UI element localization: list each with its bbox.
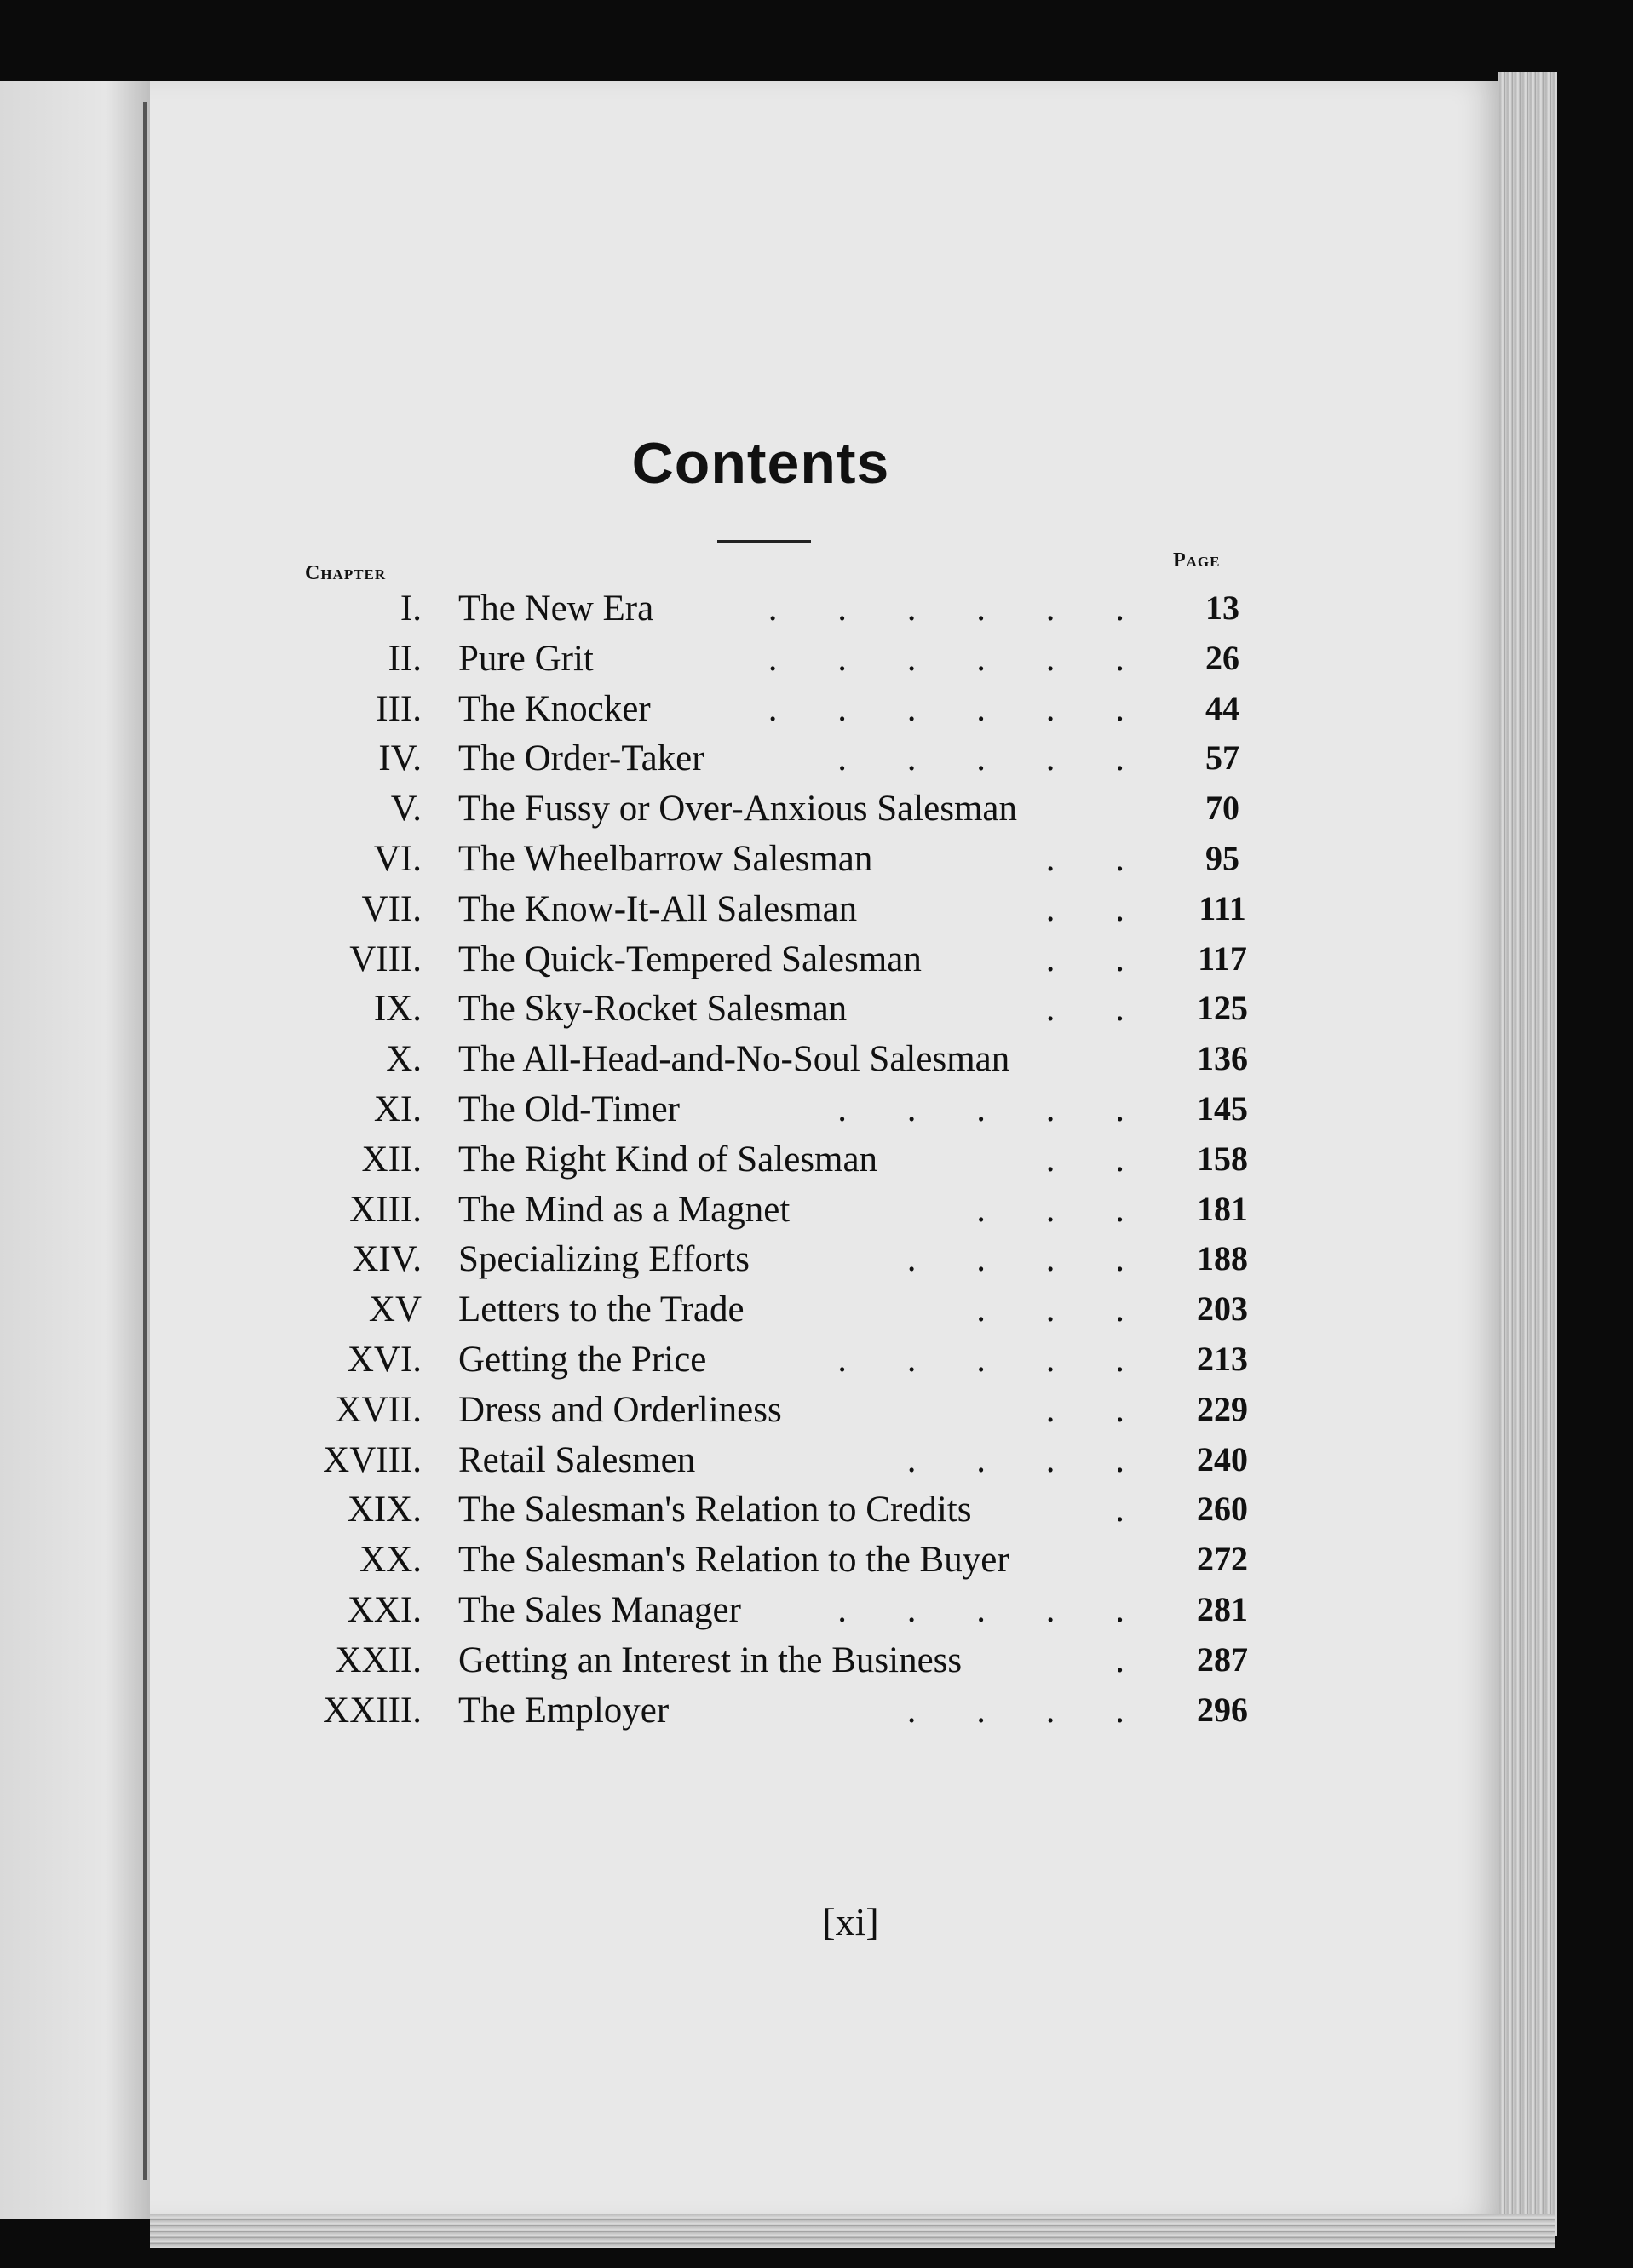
chapter-title: Letters to the Trade [458, 1289, 745, 1330]
toc-entry [0, 1639, 1633, 1689]
chapter-title: The All-Head-and-No-Soul Salesman [458, 1039, 1010, 1080]
page-number [0, 1899, 1633, 1944]
chapter-number: XX. [359, 1540, 422, 1581]
chapter-page-number: 111 [1199, 888, 1246, 927]
toc-entry [0, 939, 1633, 988]
toc-entry [0, 1038, 1633, 1088]
chapter-number: VIII. [349, 939, 422, 979]
leader-dots: . [1115, 1639, 1124, 1680]
chapter-page-number: 117 [1198, 939, 1247, 978]
chapter-title: The Quick-Tempered Salesman [458, 939, 922, 979]
leader-dots: . . . . . . [768, 688, 1124, 729]
chapter-title: The Old-Timer [458, 1089, 680, 1129]
chapter-number: XXI. [347, 1590, 422, 1630]
chapter-number: XXIII. [323, 1690, 422, 1731]
chapter-page-number: 57 [1205, 738, 1239, 778]
toc-entry [0, 1539, 1633, 1588]
chapter-page-number: 296 [1197, 1690, 1248, 1729]
leader-dots: . . . . [906, 1690, 1124, 1731]
chapter-title: The Know-It-All Salesman [458, 888, 858, 929]
toc-entry [0, 1389, 1633, 1438]
toc-entry [0, 738, 1633, 787]
chapter-title: Dress and Orderliness [458, 1389, 782, 1430]
chapter-page-number: 260 [1197, 1490, 1248, 1529]
chapter-title: The Mind as a Magnet [458, 1189, 791, 1230]
toc-entry [0, 1189, 1633, 1238]
toc-entry [0, 1088, 1633, 1138]
chapter-number: X. [386, 1039, 422, 1080]
page-column-header: Page [1173, 549, 1221, 571]
chapter-number: XV [368, 1289, 422, 1330]
toc-entry [0, 988, 1633, 1037]
leader-dots: . . [1045, 989, 1124, 1030]
page-bottom-edge [150, 2214, 1555, 2248]
leader-dots: . . . . [906, 1439, 1124, 1480]
chapter-number: IX. [373, 989, 422, 1030]
toc-entry [0, 1489, 1633, 1538]
chapter-page-number: 287 [1197, 1639, 1248, 1679]
chapter-page-number: 240 [1197, 1439, 1248, 1479]
leader-dots: . . . . [906, 1239, 1124, 1280]
toc-entry [0, 638, 1633, 687]
leader-dots: . . [1045, 1389, 1124, 1430]
leader-dots: . . [1045, 839, 1124, 879]
chapter-page-number: 44 [1205, 688, 1239, 727]
chapter-title: Getting the Price [458, 1340, 707, 1380]
chapter-number: VII. [361, 888, 422, 929]
chapter-page-number: 136 [1197, 1039, 1248, 1078]
chapter-page-number: 213 [1197, 1340, 1248, 1378]
chapter-title: Pure Grit [458, 638, 594, 679]
leader-dots: . . . . . [837, 1340, 1124, 1380]
chapter-page-number: 70 [1205, 789, 1239, 828]
chapter-title: Getting an Interest in the Business [458, 1639, 963, 1680]
chapter-title: The New Era [458, 589, 654, 629]
leader-dots: . . [1045, 939, 1124, 979]
toc-entry [0, 588, 1633, 637]
chapter-page-number: 158 [1197, 1139, 1248, 1178]
chapter-page-number: 95 [1205, 839, 1239, 877]
chapter-title: The Employer [458, 1690, 670, 1731]
title-rule [717, 540, 811, 543]
leader-dots: . . . . . . [768, 638, 1124, 679]
leader-dots: . . . . . [837, 1590, 1124, 1630]
chapter-column-header: Chapter [305, 562, 387, 584]
chapter-page-number: 281 [1197, 1590, 1248, 1628]
chapter-page-number: 188 [1197, 1239, 1248, 1278]
chapter-number: I. [400, 589, 422, 629]
chapter-number: XIV. [352, 1239, 422, 1280]
chapter-title: The Fussy or Over-Anxious Salesman [458, 789, 1018, 830]
chapter-number: XIII. [349, 1189, 422, 1230]
chapter-page-number: 229 [1197, 1389, 1248, 1428]
toc-entry [0, 1289, 1633, 1338]
chapter-title: The Salesman's Relation to the Buyer [458, 1540, 1009, 1581]
chapter-number: XVI. [347, 1340, 422, 1380]
chapter-title: The Knocker [458, 688, 651, 729]
toc-entry [0, 1690, 1633, 1739]
chapter-page-number: 13 [1205, 589, 1239, 627]
page-title: Contents [631, 431, 890, 496]
chapter-page-number: 26 [1205, 638, 1239, 677]
chapter-title: The Sky-Rocket Salesman [458, 989, 848, 1030]
leader-dots: . . . . . [837, 1089, 1124, 1129]
chapter-title: The Salesman's Relation to Credits [458, 1490, 972, 1530]
folio-label: [xi] [822, 1900, 879, 1944]
chapter-number: V. [390, 789, 422, 830]
chapter-page-number: 181 [1197, 1189, 1248, 1228]
chapter-title: Specializing Efforts [458, 1239, 750, 1280]
toc-entry [0, 688, 1633, 738]
chapter-page-number: 125 [1197, 989, 1248, 1028]
chapter-number: XI. [373, 1089, 422, 1129]
chapter-page-number: 272 [1197, 1540, 1248, 1579]
chapter-title: The Order-Taker [458, 738, 704, 779]
leader-dots: . . . . . . [768, 589, 1124, 629]
leader-dots: . [1115, 1490, 1124, 1530]
chapter-number: XVIII. [323, 1439, 422, 1480]
toc-entry [0, 888, 1633, 938]
leader-dots: . . . [976, 1189, 1124, 1230]
chapter-title: The Sales Manager [458, 1590, 741, 1630]
toc-entry [0, 1339, 1633, 1388]
leader-dots: . . . [976, 1289, 1124, 1330]
chapter-number: II. [388, 638, 422, 679]
toc-entry [0, 838, 1633, 887]
chapter-number: XIX. [347, 1490, 422, 1530]
leader-dots: . . [1045, 888, 1124, 929]
chapter-number: IV. [378, 738, 422, 779]
leader-dots: . . . . . [837, 738, 1124, 779]
toc-entry [0, 1238, 1633, 1288]
chapter-number: VI. [373, 839, 422, 879]
chapter-number: XII. [361, 1139, 422, 1180]
toc-entry [0, 1139, 1633, 1188]
chapter-page-number: 203 [1197, 1289, 1248, 1329]
leader-dots: . . [1045, 1139, 1124, 1180]
chapter-number: III. [376, 688, 422, 729]
chapter-title: The Wheelbarrow Salesman [458, 839, 873, 879]
chapter-number: XXII. [335, 1639, 422, 1680]
chapter-page-number: 145 [1197, 1089, 1248, 1128]
chapter-title: Retail Salesmen [458, 1439, 696, 1480]
toc-entry [0, 788, 1633, 837]
toc-entry [0, 1589, 1633, 1639]
toc-entry [0, 1439, 1633, 1489]
chapter-title: The Right Kind of Salesman [458, 1139, 878, 1180]
chapter-number: XVII. [335, 1389, 422, 1430]
